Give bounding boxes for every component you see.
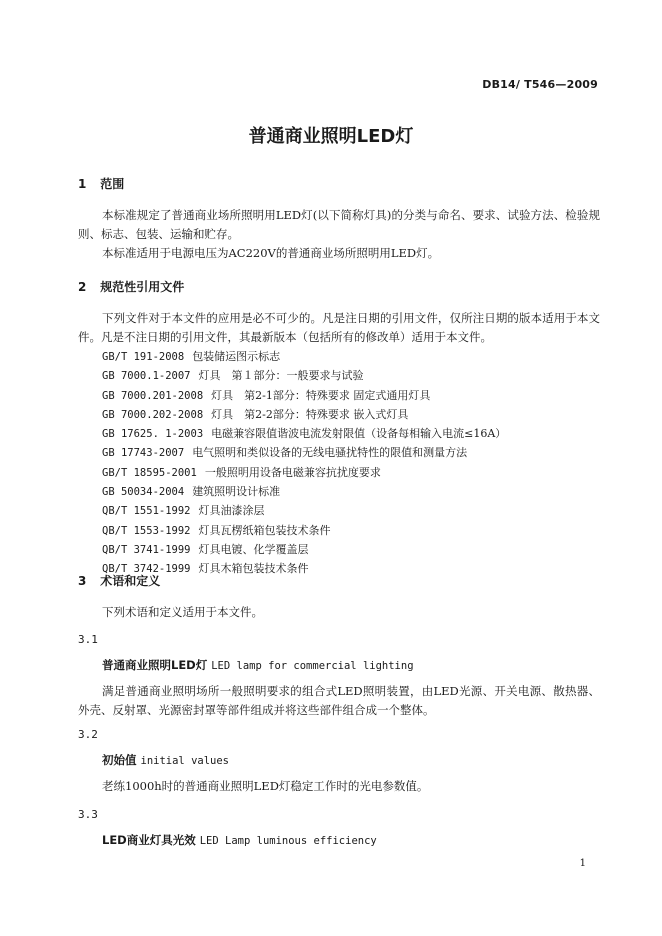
reference-title: 灯具 第2-1部分：特殊要求 固定式通用灯具 xyxy=(211,388,431,402)
section-number: 2 xyxy=(78,280,87,294)
section-1-heading xyxy=(78,175,124,192)
clause-number: 3.3 xyxy=(78,808,98,821)
section-number: 3 xyxy=(78,574,87,588)
reference-item xyxy=(102,424,506,443)
reference-code: GB/T 191-2008 xyxy=(102,351,185,363)
reference-item xyxy=(102,501,506,520)
section-title: 范围 xyxy=(100,177,125,191)
reference-item xyxy=(102,463,506,482)
page-number: 1 xyxy=(579,858,586,869)
scope-paragraph-1: 本标准规定了普通商业场所照明用LED灯(以下简称灯具)的分类与命名、要求、试验方法、检验规则、标志、包装、运输和贮存。 xyxy=(78,208,600,241)
reference-code: GB/T 18595-2001 xyxy=(102,466,197,479)
references-intro: 下列文件对于本文件的应用是必不可少的。凡是注日期的引用文件，仅所注日期的版本适用于本文件。凡是不注日期的引用文件，其最新版本（包括所有的修改单）适用于本文件。 xyxy=(78,311,600,344)
reference-code: GB 7000.202-2008 xyxy=(102,408,204,421)
reference-title: 包装储运图示标志 xyxy=(192,350,281,363)
section-title: 规范性引用文件 xyxy=(100,280,185,294)
term-english: LED lamp for commercial lighting xyxy=(211,660,414,672)
reference-item xyxy=(102,540,506,559)
reference-code: QB/T 1553-1992 xyxy=(102,524,191,537)
reference-item xyxy=(102,405,506,424)
reference-item xyxy=(102,559,506,578)
terms-intro: 下列术语和定义适用于本文件。 xyxy=(102,605,263,619)
reference-code: GB 7000.201-2008 xyxy=(102,389,204,402)
reference-code: GB 17625. 1-2003 xyxy=(102,428,204,441)
term-english: LED Lamp luminous efficiency xyxy=(199,835,377,847)
term-definition: 老练1000h时的普通商业照明LED灯稳定工作时的光电参数值。 xyxy=(102,779,429,793)
reference-title: 灯具油漆涂层 xyxy=(198,504,265,518)
reference-item xyxy=(102,386,506,405)
document-code: DB14/ T546—2009 xyxy=(482,78,598,91)
clause-number: 3.2 xyxy=(78,728,98,741)
reference-title: 建筑照明设计标准 xyxy=(192,485,281,499)
reference-title: 灯具 第１部分：一般要求与试验 xyxy=(198,369,364,383)
reference-code: GB 50034-2004 xyxy=(102,486,185,499)
reference-code: QB/T 3741-1999 xyxy=(102,543,191,556)
term-heading xyxy=(102,657,414,673)
reference-title: 灯具木箱包装技术条件 xyxy=(198,562,309,576)
reference-item xyxy=(102,482,506,501)
reference-title: 电磁兼容限值谐波电流发射限值（设备每相输入电流≤16A） xyxy=(211,427,507,441)
reference-item xyxy=(102,443,506,462)
document-title: 普通商业照明LED灯 xyxy=(248,126,414,147)
reference-code: QB/T 1551-1992 xyxy=(102,505,191,518)
reference-title: 灯具 第2-2部分：特殊要求 嵌入式灯具 xyxy=(211,407,409,421)
scope-paragraph-2: 本标准适用于电源电压为AC220V的普通商业场所照明用LED灯。 xyxy=(102,246,440,260)
section-title: 术语和定义 xyxy=(100,574,161,588)
reference-title: 电气照明和类似设备的无线电骚扰特性的限值和测量方法 xyxy=(192,446,468,460)
reference-item xyxy=(102,521,506,540)
reference-title: 灯具电镀、化学覆盖层 xyxy=(198,542,309,556)
reference-item xyxy=(102,347,506,366)
term-heading xyxy=(102,832,377,848)
term-definition: 满足普通商业照明场所一般照明要求的组合式LED照明装置，由LED光源、开关电源、散热器、外壳、反射罩、光源密封罩等部件组成并将这些部件组合成一个整体。 xyxy=(78,684,600,717)
term-chinese: 普通商业照明LED灯 xyxy=(102,658,208,672)
reference-title: 灯具瓦楞纸箱包装技术条件 xyxy=(198,523,331,537)
clause-number: 3.1 xyxy=(78,633,98,646)
section-2-heading xyxy=(78,278,184,295)
term-chinese: 初始值 xyxy=(102,753,137,767)
term-heading xyxy=(102,752,229,768)
section-3-heading xyxy=(78,572,160,589)
reference-code: QB/T 3742-1999 xyxy=(102,563,191,576)
reference-item xyxy=(102,366,506,385)
term-chinese: LED商业灯具光效 xyxy=(102,833,196,847)
reference-code: GB 7000.1-2007 xyxy=(102,370,191,383)
reference-list xyxy=(102,347,506,579)
term-english: initial values xyxy=(140,755,230,767)
reference-code: GB 17743-2007 xyxy=(102,447,185,460)
section-number: 1 xyxy=(78,177,87,191)
reference-title: 一般照明用设备电磁兼容抗扰度要求 xyxy=(204,465,381,479)
